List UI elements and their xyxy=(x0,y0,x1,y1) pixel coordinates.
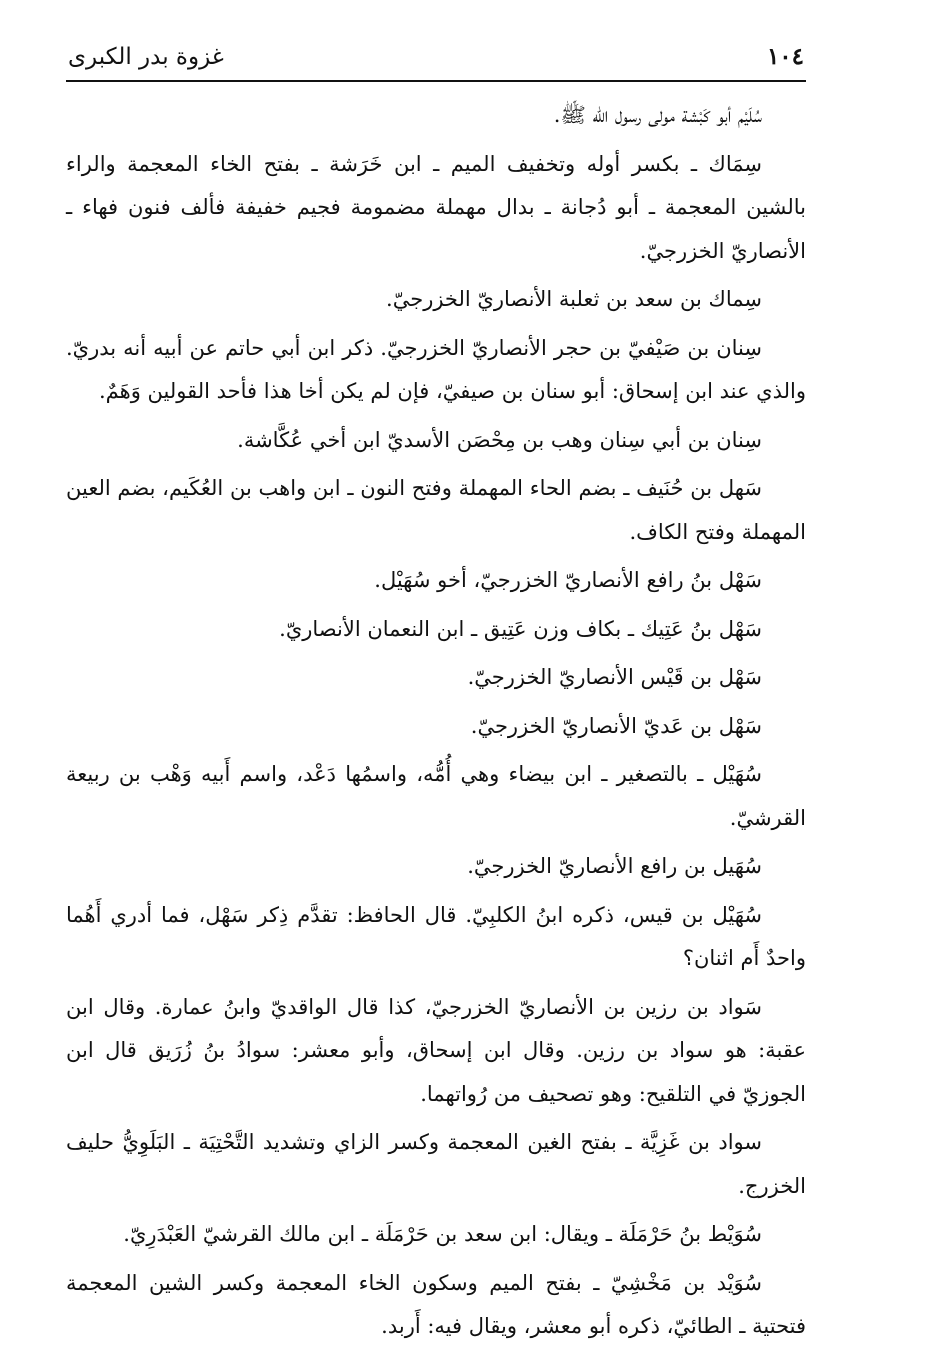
biography-entry: سُهَيْل بن قيس، ذكره ابنُ الكلبِيّ. قال الحافظ: تقدَّم ذِكر سَهْل، فما أدري أَهُما واحدٌ أَم اثنان؟ xyxy=(66,902,806,970)
biography-entry: سَهل بن حُنَيف ـ بضم الحاء المهملة وفتح النون ـ ابن واهب بن العُكَيم، بضم العين المهملة وفتح الكاف. xyxy=(66,476,806,544)
biography-entry: سِنان بن صَيْفيّ بن حجر الأنصاريّ الخزرجيّ. ذكر ابن أبي حاتم عن أبيه أنه بدريّ. والذي عند ابن إسحاق: أبو سنان بن صيفيّ، فإن لم يكن أخا هذا فأحد القولين وَهَمٌ. xyxy=(66,335,806,403)
biography-entry: سَهْل بن قَيْس الأنصاريّ الخزرجيّ. xyxy=(467,665,762,689)
biography-entry: سُوَيْط بنُ حَرْمَلَة ـ ويقال: ابن سعد بن حَرْمَلَة ـ ابن مالك القرشيّ العَبْدَرِيّ. xyxy=(123,1222,762,1246)
biography-entry: سِمَاك ـ بكسر أوله وتخفيف الميم ـ ابن خَرَشة ـ بفتح الخاء المعجمة والراء بالشين المعجمة ـ أبو دُجانة ـ بدال مهملة مضمومة فجيم خفيفة فألف فنون فهاء ـ الأنصاريّ الخزرجيّ. xyxy=(66,151,806,263)
biography-entry: سُهَيْل ـ بالتصغير ـ ابن بيضاء وهي أُمُّه، واسمُها دَعْد، واسم أَبيه وَهْب بن ربيعة القرشيّ. xyxy=(66,762,806,830)
biography-entry: سَهْل بنُ رافع الأنصاريّ الخزرجيّ، أخو سُهَيْل. xyxy=(374,568,762,592)
biography-entry: سُلَيْم أبو كَبْشة مولى رسول الله ﷺ. xyxy=(553,103,762,127)
biography-entry: سُوَيْد بن مَخْشِيّ ـ بفتح الميم وسكون الخاء المعجمة وكسر الشين المعجمة فتحتية ـ الطائيّ، ذكره أبو معشر، ويقال فيه: أَربد. xyxy=(66,1270,806,1338)
running-title: غزوة بدر الكبرى xyxy=(68,44,224,70)
biography-entry: سُهَيل بن رافع الأنصاريّ الخزرجيّ. xyxy=(467,854,762,878)
document-page xyxy=(66,40,806,1354)
document-body xyxy=(66,94,806,1349)
biography-entry: سَواد بن رزين بن الأنصاريّ الخزرجيّ، كذا قال الواقديّ وابنُ عمارة. وقال ابن عقبة: هو سواد بن رزين. وقال ابن إسحاق، وأبو معشر: سوادُ بنُ زُرَيق قال ابن الجوزيّ في التلقيح: وهو تصحيف من رُواتهما. xyxy=(66,994,806,1106)
biography-entry: سِماك بن سعد بن ثعلبة الأنصاريّ الخزرجيّ. xyxy=(386,287,762,311)
page-header xyxy=(66,40,806,82)
page-number: ١٠٤ xyxy=(766,43,804,70)
biography-entry: سَهْل بنُ عَتِيك ـ بكاف وزن عَتِيق ـ ابن النعمان الأنصاريّ. xyxy=(279,616,762,641)
biography-entry: سَهْل بن عَديّ الأنصاريّ الخزرجيّ. xyxy=(470,713,762,738)
biography-entry: سِنان بن أبي سِنان وهب بن مِحْصَن الأسديّ ابن أخي عُكَّاشة. xyxy=(237,427,762,452)
biography-entry: سواد بن غَزِيَّة ـ بفتح الغين المعجمة وكسر الزاي وتشديد التَّحْتِيَة ـ البَلَوِيُّ حليف الخزرج. xyxy=(66,1130,806,1198)
